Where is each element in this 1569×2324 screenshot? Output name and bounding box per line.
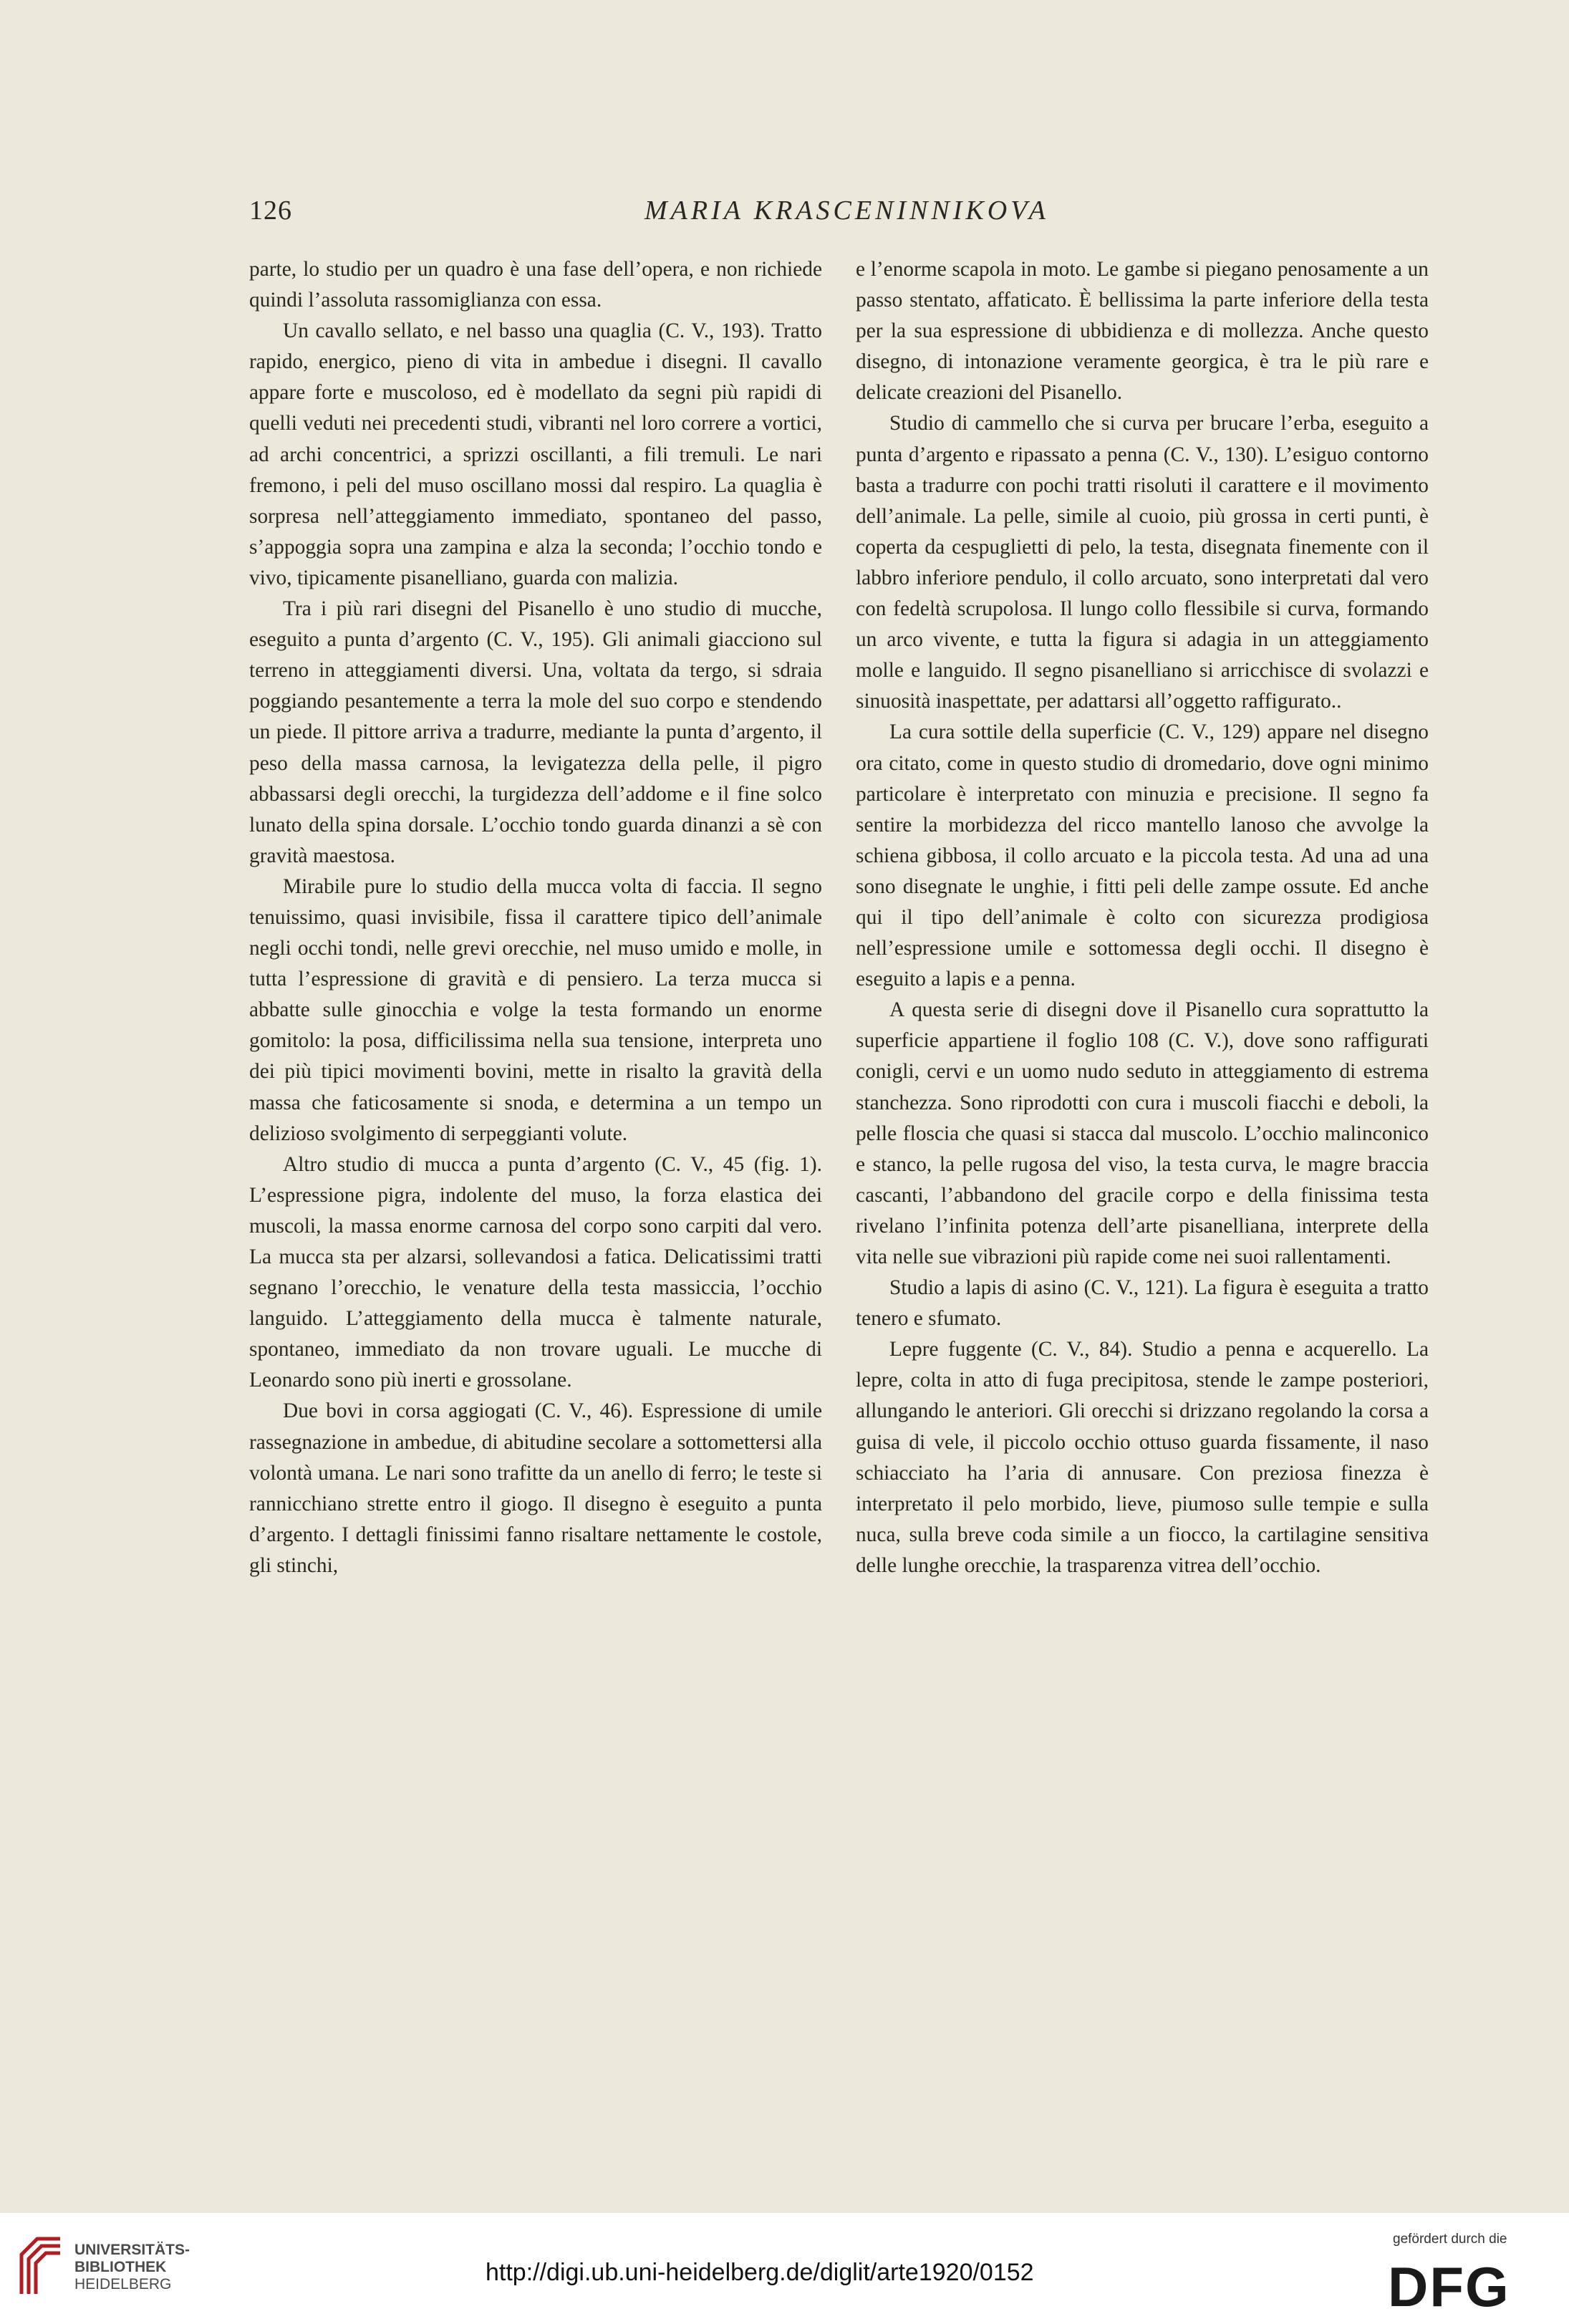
paragraph: Altro studio di mucca a punta d’argento (C. V., 45 (fig. 1). L’espressione pigra, indolente del muso, la forza elastica dei muscoli, la massa enorme carnosa del corpo sono carpiti dal vero. La mucca sta per alzarsi, sollevandosi a fatica. Delicatissimi tratti segnano l’orecchio, le venature della testa massiccia, l’occhio languido. L’atteggiamento della mucca è talmente naturale, spontaneo, immediato da non trovare uguali. Le mucche di Leonardo sono più inerti e grossolane.: [249, 1152, 822, 1392]
right-text-column: [856, 254, 1429, 1581]
paragraph: Studio a lapis di asino (C. V., 121). La figura è eseguita a tratto tenero e sfumato.: [856, 1276, 1429, 1331]
running-title: MARIA KRASCENINNIKOVA: [645, 196, 1049, 226]
paragraph: parte, lo studio per un quadro è una fase dell’opera, e non richiede quindi l’assoluta rassomiglianza con essa.: [249, 258, 822, 312]
ub-heidelberg-logo-icon: [16, 2233, 66, 2298]
left-text-column: [249, 254, 822, 1581]
digitization-footer: [0, 2213, 1569, 2324]
library-name: [74, 2242, 190, 2293]
page-number: 126: [249, 196, 292, 226]
paragraph: Tra i più rari disegni del Pisanello è uno studio di mucche, eseguito a punta d’argento (C. V., 195). Gli animali giacciono sul terreno in atteggiamenti diversi. Una, voltata da tergo, si sdraia poggiando pesantemente a terra la mole del suo corpo e stendendo un piede. Il pittore arriva a tradurre, mediante la punta d’argento, il peso della massa carnosa, la levigatezza della pelle, il pigro abbassarsi degli orecchi, la turgidezza dell’addome e il fine solco lunato della spina dorsale. L’occhio tondo guarda dinanzi a sè con gravità maestosa.: [249, 597, 822, 867]
library-name-line: UNIVERSITÄTS-: [74, 2242, 190, 2258]
paragraph: Studio di cammello che si curva per brucare l’erba, eseguito a punta d’argento e ripassato a penna (C. V., 130). L’esiguo contorno basta a tradurre con pochi tratti risoluti il carattere e il movimento dell’animale. La pelle, simile al cuoio, più grossa in certi punti, è coperta da cespuglietti di pelo, la testa, disegnata finemente con il labbro inferiore pendulo, il collo arcuato, sono interpretati dal vero con fedeltà scrupolosa. Il lungo collo flessibile si curva, formando un arco vivente, e tutta la figura si adagia in un atteggiamento molle e languido. Il segno pisanelliano si arricchisce di svolazzi e sinuosità inaspettate, per adattarsi all’oggetto raffigurato..: [856, 412, 1429, 713]
paragraph: Lepre fuggente (C. V., 84). Studio a penna e acquerello. La lepre, colta in atto di fuga precipitosa, stende le zampe posteriori, allungando le anteriori. Gli orecchi si drizzano regolando la corsa a guisa di vele, il piccolo occhio ottuso guarda fissamente, il naso schiacciato ha l’aria di annusare. Con preziosa finezza è interpretato il pelo morbido, lieve, piumoso sulle tempie e sulla nuca, sulla breve coda simile a un fiocco, la cartilagine sensitiva delle lunghe orecchie, la trasparenza vitrea dell’occhio.: [856, 1338, 1429, 1577]
paragraph: La cura sottile della superficie (C. V., 129) appare nel disegno ora citato, come in questo studio di dromedario, dove ogni minimo particolare è interpretato con minuzia e precisione. Il segno fa sentire la morbidezza del ricco mantello lanoso che avvolge la schiena gibbosa, il collo arcuato e la piccola testa. Ad una ad una sono disegnate le unghie, i fitti peli delle zampe ossute. Ed anche qui il tipo dell’animale è colto con sicurezza prodigiosa nell’espressione umile e sottomessa degli occhi. Il disegno è eseguito a lapis e a penna.: [856, 720, 1429, 991]
paragraph: Un cavallo sellato, e nel basso una quaglia (C. V., 193). Tratto rapido, energico, pieno di vita in ambedue i disegni. Il cavallo appare forte e muscoloso, ed è modellato da segni più rapidi di quelli veduti nei precedenti studi, vibranti nel loro correre a vortici, ad archi concentrici, a sprizzi oscillanti, a fili tremuli. Le nari fremono, i peli del muso oscillano mossi dal respiro. La quaglia è sorpresa nell’atteggiamento immediato, spontaneo del passo, s’appoggia sopra una zampina e alza la seconda; l’occhio tondo e vivo, tipicamente pisanelliano, guarda con malizia.: [249, 319, 822, 589]
library-name-line: BIBLIOTHEK: [74, 2259, 167, 2275]
funding-caption: gefördert durch die: [1393, 2232, 1507, 2247]
paragraph: e l’enorme scapola in moto. Le gambe si piegano penosamente a un passo stentato, affaticato. È bellissima la parte inferiore della testa per la sua espressione di ubbidienza e di mollezza. Anche questo disegno, di intonazione veramente georgica, è tra le più rare e delicate creazioni del Pisanello.: [856, 258, 1429, 405]
paragraph: A questa serie di disegni dove il Pisanello cura soprattutto la superficie appartiene il foglio 108 (C. V.), dove sono raffigurati conigli, cervi e un uomo nudo seduto in atteggiamento di estrema stanchezza. Sono riprodotti con cura i muscoli fiacchi e deboli, la pelle floscia che quasi si stacca dal muscolo. L’occhio malinconico e stanco, la pelle rugosa del viso, la testa curva, le magre braccia cascanti, l’abbandono del gracile corpo e della finissima testa rivelano l’infinita potenza dell’arte pisanelliana, interprete della vita nelle sue vibrazioni più rapide come nei suoi rallentamenti.: [856, 998, 1429, 1268]
dfg-logo: DFG: [1388, 2255, 1510, 2318]
paragraph: Mirabile pure lo studio della mucca volta di faccia. Il segno tenuissimo, quasi invisibile, fissa il carattere tipico dell’animale negli occhi tondi, nelle grevi orecchie, nel muso umido e molle, in tutta l’espressione di gravità e di pensiero. La terza mucca si abbatte sulle ginocchia e volge la testa formando un enorme gomitolo: la posa, difficilissima nella sua tensione, interpreta uno dei più tipici movimenti bovini, mette in risalto la gravità della massa che faticosamente si snoda, e determina a un tempo un delizioso svolgimento di serpeggianti volute.: [249, 874, 822, 1145]
permalink-url[interactable]: http://digi.ub.uni-heidelberg.de/diglit/arte1920/0152: [486, 2259, 1034, 2286]
library-name-line: HEIDELBERG: [74, 2276, 172, 2292]
running-head: [0, 195, 1569, 238]
paragraph: Due bovi in corsa aggiogati (C. V., 46). Espressione di umile rassegnazione in ambedue, di abitudine secolare a sottomettersi alla volontà umana. Le nari sono trafitte da un anello di ferro; le teste si rannicchiano strette entro il giogo. Il disegno è eseguito a punta d’argento. I dettagli finissimi fanno risaltare nettamente le costole, gli stinchi,: [249, 1399, 822, 1577]
